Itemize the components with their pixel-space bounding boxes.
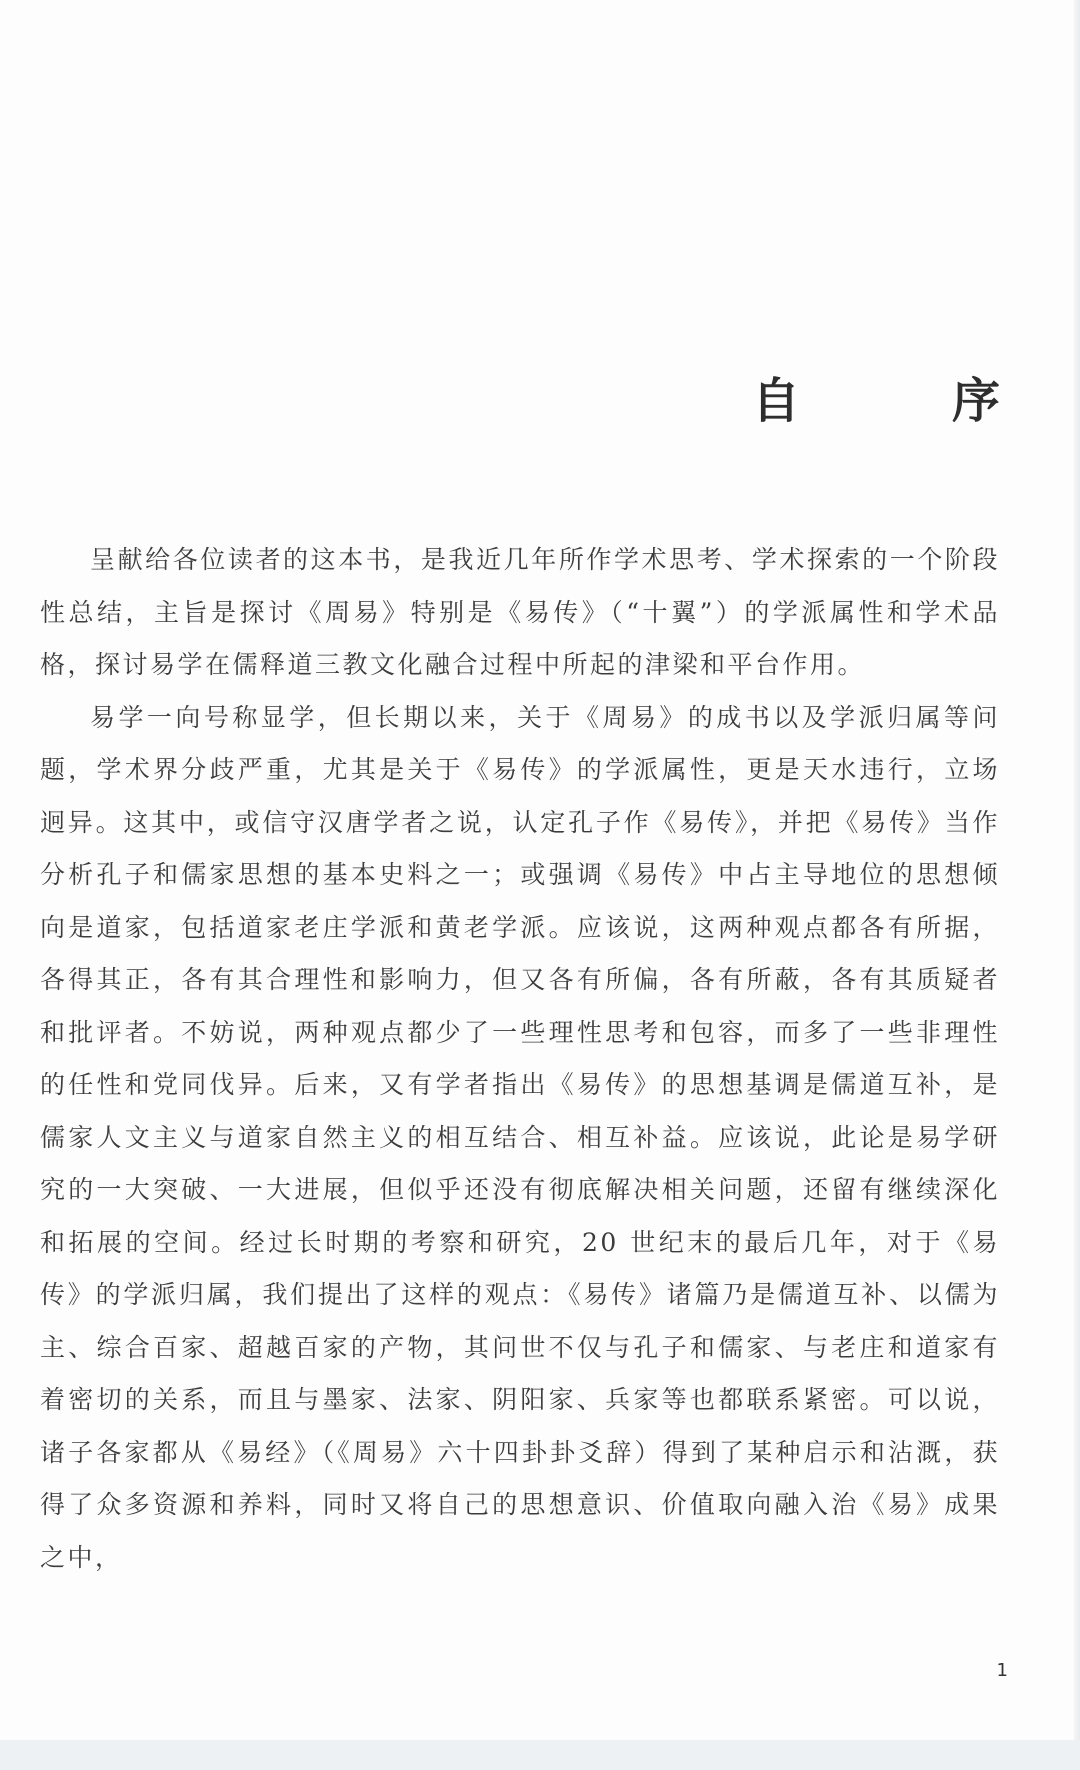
page-edge-shadow	[1074, 0, 1080, 1740]
bottom-band	[0, 1740, 1080, 1770]
page-title: 自 序	[751, 373, 1052, 430]
paragraph: 呈献给各位读者的这本书，是我近几年所作学术思考、学术探索的一个阶段性总结，主旨是探讨《周易》特别是《易传》（“十翼”）的学派属性和学术品格，探讨易学在儒释道三教文化融合过程中所起的津梁和平台作用。	[40, 545, 1000, 679]
page-number: 1	[996, 1660, 1008, 1681]
paragraph: 易学一向号称显学，但长期以来，关于《周易》的成书以及学派归属等问题，学术界分歧严重，尤其是关于《易传》的学派属性，更是天水违行，立场迥异。这其中，或信守汉唐学者之说，认定孔子作《易传》，并把《易传》当作分析孔子和儒家思想的基本史料之一；或强调《易传》中占主导地位的思想倾向是道家，包括道家老庄学派和黄老学派。应该说，这两种观点都各有所据，各得其正，各有其合理性和影响力，但又各有所偏，各有所蔽，各有其质疑者和批评者。不妨说，两种观点都少了一些理性思考和包容，而多了一些非理性的任性和党同伐异。后来，又有学者指出《易传》的思想基调是儒道互补，是儒家人文主义与道家自然主义的相互结合、相互补益。应该说，此论是易学研究的一大突破、一大进展，但似乎还没有彻底解决相关问题，还留有继续深化和拓展的空间。经过长时期的考察和研究，20 世纪末的最后几年，对于《易传》的学派归属，我们提出了这样的观点：《易传》诸篇乃是儒道互补、以儒为主、综合百家、超越百家的产物，其问世不仅与孔子和儒家、与老庄和道家有着密切的关系，而且与墨家、法家、阴阳家、兵家等也都联系紧密。可以说，诸子各家都从《易经》（《周易》六十四卦卦爻辞）得到了某种启示和沾溉，获得了众多资源和养料，同时又将自己的思想意识、价值取向融入治《易》成果之中，	[40, 702, 1000, 1572]
body-text	[40, 534, 1000, 1584]
